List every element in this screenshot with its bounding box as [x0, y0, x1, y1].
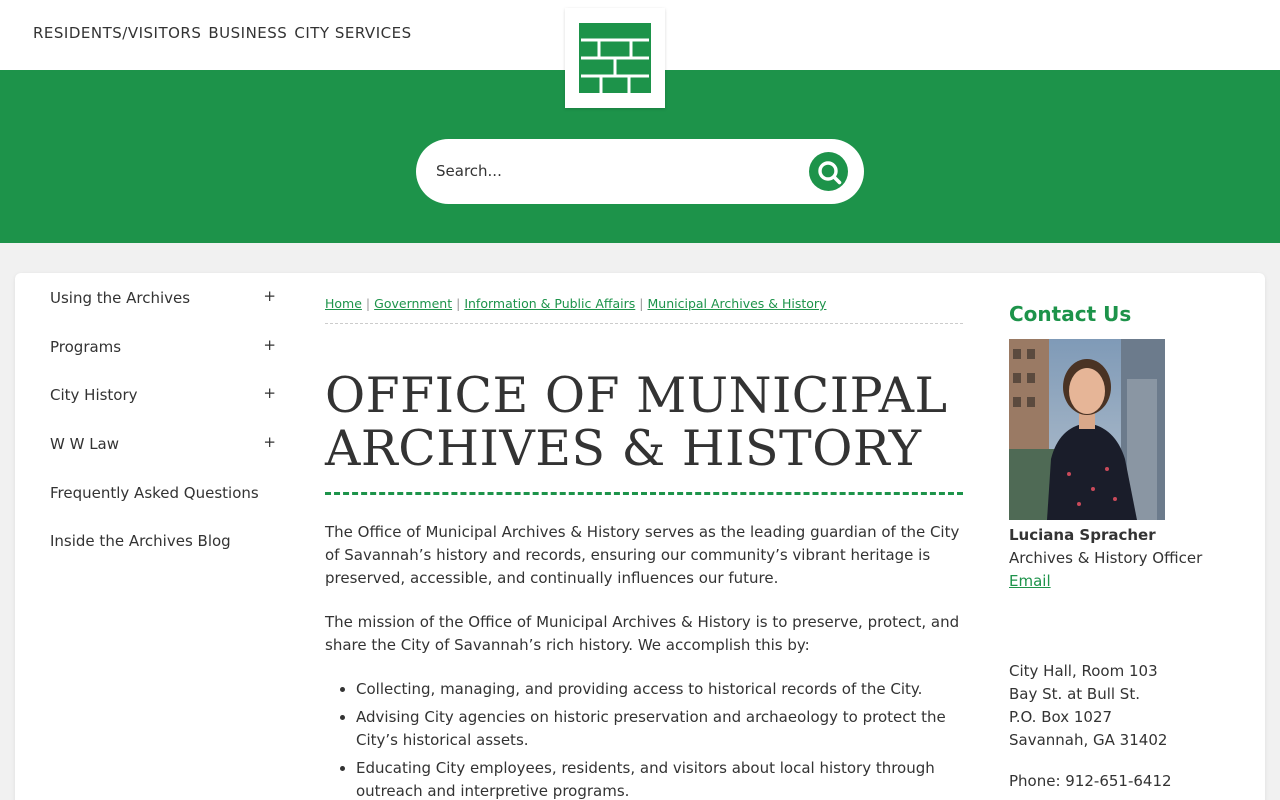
search-icon	[816, 159, 842, 185]
search-button[interactable]	[809, 152, 848, 191]
page-title-line-2: ARCHIVES & HISTORY	[325, 420, 922, 477]
contact-role: Archives & History Officer	[1009, 549, 1203, 567]
breadcrumb-information-public-affairs[interactable]: Information & Public Affairs	[464, 296, 636, 311]
contact-email-link[interactable]: Email	[1009, 572, 1051, 590]
city-seal-logo-icon	[579, 23, 651, 93]
address-line: P.O. Box 1027	[1009, 708, 1113, 726]
breadcrumb-separator: |	[365, 296, 371, 311]
expand-plus-icon[interactable]: +	[263, 384, 276, 403]
city-logo-link[interactable]	[565, 8, 665, 108]
breadcrumb-separator: |	[639, 296, 644, 311]
contact-photo	[1009, 339, 1165, 520]
sidebar-item-programs[interactable]	[50, 336, 280, 385]
contact-heading: Contact Us	[1009, 302, 1132, 326]
breadcrumb-municipal-archives-history[interactable]: Municipal Archives & History	[647, 296, 827, 311]
sidebar-nav	[50, 287, 280, 579]
breadcrumb-home[interactable]: Home	[325, 296, 362, 311]
mission-paragraph: The mission of the Office of Municipal Archives & History is to preserve, protect, and share the City of Savannah’s rich history. We accomplish this by:	[325, 613, 960, 654]
expand-plus-icon[interactable]: +	[263, 287, 276, 305]
list-item: • Advising City agencies on historic preservation and archaeology to protect the City’s historical assets.	[356, 706, 963, 752]
sidebar-item-inside-the-archives-blog[interactable]	[50, 530, 280, 579]
content-card	[15, 273, 1265, 800]
page-title	[325, 369, 963, 495]
sidebar-item-ww-law[interactable]	[50, 433, 280, 482]
contact-name: Luciana Spracher	[1009, 526, 1156, 544]
sidebar-item-label: Inside the Archives Blog	[50, 532, 231, 551]
nav-residents-visitors[interactable]: RESIDENTS/VISITORS	[33, 24, 202, 42]
list-item: • Educating City employees, residents, and visitors about local history through outreach and interpretive programs.	[356, 757, 963, 800]
nav-business[interactable]: BUSINESS	[208, 24, 288, 42]
list-item: • Collecting, managing, and providing access to historical records of the City.	[356, 678, 963, 701]
sidebar-item-city-history[interactable]	[50, 384, 280, 433]
sidebar-item-label: Programs	[50, 337, 122, 356]
sidebar-item-label: W W Law	[50, 435, 120, 454]
sidebar-item-label: Using the Archives	[50, 289, 191, 307]
search-input[interactable]	[436, 157, 796, 185]
breadcrumb-government[interactable]: Government	[374, 296, 453, 311]
expand-plus-icon[interactable]: +	[263, 433, 276, 452]
intro-paragraph: The Office of Municipal Archives & History serves as the leading guardian of the City of Savannah’s history and records, ensuring our community’s vibrant heritage is preserved, accessible, and continually influences our future.	[325, 523, 960, 587]
mission-list	[356, 678, 963, 800]
page-title-line-1: OFFICE OF MUNICIPAL	[325, 367, 948, 424]
sidebar-item-label: City History	[50, 386, 138, 405]
breadcrumb	[325, 296, 963, 324]
sidebar-item-label: Frequently Asked Questions	[50, 483, 259, 502]
top-nav	[33, 24, 412, 42]
nav-city-services[interactable]: CITY SERVICES	[294, 24, 412, 42]
expand-plus-icon[interactable]: +	[263, 335, 276, 354]
search-box	[416, 139, 864, 204]
page-body	[325, 521, 963, 800]
address-line: Savannah, GA 31402	[1009, 731, 1168, 749]
contact-address	[1009, 660, 1167, 752]
contact-phone: Phone: 912-651-6412	[1009, 772, 1172, 790]
address-line: City Hall, Room 103	[1009, 662, 1158, 680]
address-line: Bay St. at Bull St.	[1009, 685, 1140, 703]
breadcrumb-separator: |	[456, 296, 461, 311]
sidebar-item-using-the-archives[interactable]	[50, 287, 280, 336]
sidebar-item-faq[interactable]	[50, 482, 280, 531]
